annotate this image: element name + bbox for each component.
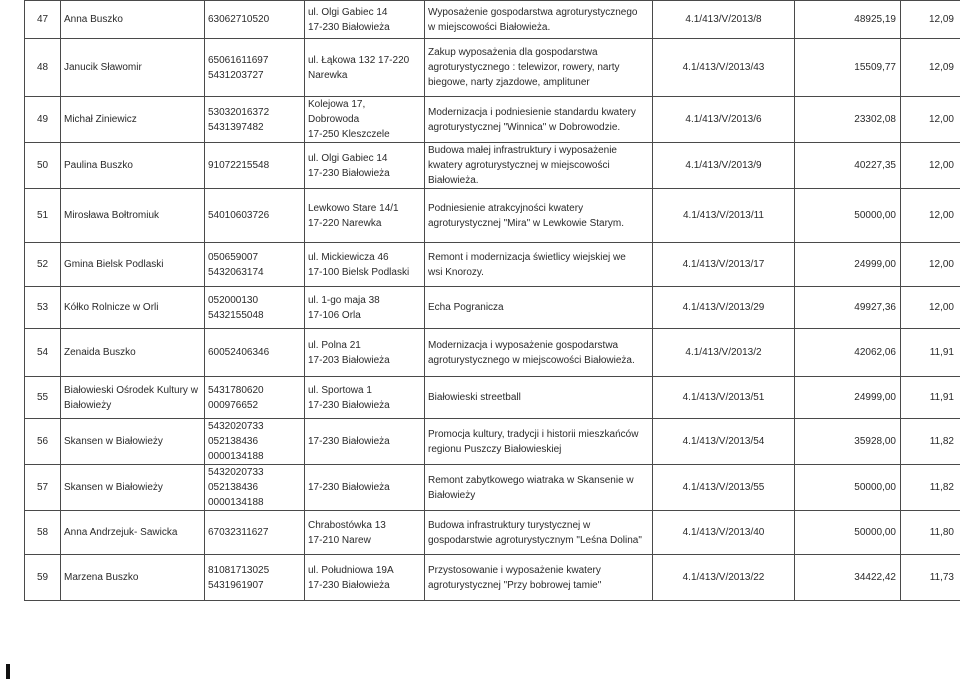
beneficiaries-table [24, 0, 960, 601]
project-title-line: Białowieży [428, 489, 476, 501]
score-cell: 11,80 [901, 511, 960, 555]
identifier-numbers-line: 5431397482 [208, 121, 264, 133]
contract-number: 4.1/413/V/2013/2 [653, 329, 795, 377]
beneficiary-name-line: Białowieży [64, 399, 112, 411]
identifier-numbers-line: 5432155048 [208, 309, 264, 321]
beneficiary-name [61, 511, 205, 555]
identifier-numbers [205, 377, 305, 419]
project-title-line: Remont i modernizacja świetlicy wiejskiej we [428, 251, 626, 263]
row-number: 52 [25, 243, 61, 287]
project-title [425, 1, 653, 39]
project-title-line: Zakup wyposażenia dla gospodarstwa [428, 47, 598, 58]
project-title-line: w miejscowości Białowieża. [428, 21, 551, 33]
beneficiary-name-line: Zenaida Buszko [64, 347, 136, 358]
identifier-numbers-line: 0000134188 [208, 451, 264, 462]
amount-cell: 49927,36 [795, 287, 901, 329]
identifier-numbers-line: 63062710520 [208, 14, 270, 25]
score-cell: 12,00 [901, 97, 960, 143]
identifier-numbers [205, 1, 305, 39]
project-title-line: Remont zabytkowego wiatraka w Skansenie w [428, 474, 634, 486]
table-row [25, 1, 960, 39]
score-cell: 11,73 [901, 555, 960, 601]
project-title-line: Budowa małej infrastruktury i wyposażenie [428, 145, 617, 156]
row-number: 53 [25, 287, 61, 329]
amount-cell: 23302,08 [795, 97, 901, 143]
beneficiary-name [61, 465, 205, 511]
identifier-numbers [205, 287, 305, 329]
beneficiary-name-line: Białowieski Ośrodek Kultury w [64, 384, 198, 396]
amount-cell: 50000,00 [795, 189, 901, 243]
project-title-line: regionu Puszczy Białowieskiej [428, 443, 562, 455]
address-cell-line: ul. Mickiewicza 46 [308, 251, 389, 263]
project-title-line: Białowieski streetball [428, 392, 521, 403]
amount-cell: 24999,00 [795, 243, 901, 287]
table-row [25, 243, 960, 287]
address-cell [305, 329, 425, 377]
identifier-numbers-line: 53032016372 [208, 106, 270, 118]
identifier-numbers-line: 5431203727 [208, 69, 264, 81]
identifier-numbers-line: 65061611697 [208, 54, 269, 66]
beneficiary-name-line: Kółko Rolnicze w Orli [64, 302, 159, 313]
identifier-numbers-line: 5432020733 [208, 421, 264, 432]
row-number: 54 [25, 329, 61, 377]
contract-number: 4.1/413/V/2013/54 [653, 419, 795, 465]
identifier-numbers [205, 97, 305, 143]
contract-number: 4.1/413/V/2013/40 [653, 511, 795, 555]
project-title-line: agroturystycznej "Przy bobrowej tamie" [428, 579, 602, 591]
address-cell-line: Lewkowo Stare 14/1 [308, 202, 399, 214]
address-cell-line: 17-230 Białowieża [308, 399, 390, 411]
score-cell: 12,09 [901, 1, 960, 39]
score-cell: 12,09 [901, 39, 960, 97]
row-number: 56 [25, 419, 61, 465]
beneficiary-name [61, 39, 205, 97]
identifier-numbers [205, 329, 305, 377]
score-cell: 11,91 [901, 377, 960, 419]
identifier-numbers-line: 0000134188 [208, 497, 264, 508]
project-title-line: agroturystycznego : telewizor, rowery, narty [428, 62, 620, 73]
identifier-numbers [205, 39, 305, 97]
project-title-line: kwatery agroturystycznej w miejscowości [428, 160, 610, 171]
table-row [25, 377, 960, 419]
address-cell-line: 17-230 Białowieża [308, 436, 390, 447]
score-cell: 11,91 [901, 329, 960, 377]
identifier-numbers-line: 000976652 [208, 399, 259, 411]
table-row [25, 419, 960, 465]
address-cell-line: ul. 1-go maja 38 [308, 294, 380, 306]
score-cell: 11,82 [901, 465, 960, 511]
address-cell-line: Dobrowoda [308, 114, 360, 125]
identifier-numbers [205, 511, 305, 555]
contract-number: 4.1/413/V/2013/17 [653, 243, 795, 287]
row-number: 57 [25, 465, 61, 511]
table-row [25, 329, 960, 377]
address-cell-line: ul. Polna 21 [308, 339, 361, 351]
identifier-numbers-line: 5431961907 [208, 579, 264, 591]
beneficiary-name-line: Anna Buszko [64, 14, 123, 25]
row-number: 50 [25, 143, 61, 189]
contract-number: 4.1/413/V/2013/8 [653, 1, 795, 39]
identifier-numbers-line: 052000130 [208, 294, 259, 306]
address-cell-line: ul. Południowa 19A [308, 564, 394, 576]
row-number: 59 [25, 555, 61, 601]
table-row [25, 555, 960, 601]
contract-number: 4.1/413/V/2013/29 [653, 287, 795, 329]
address-cell-line: 17-100 Bielsk Podlaski [308, 266, 410, 278]
identifier-numbers [205, 555, 305, 601]
address-cell-line: ul. Łąkowa 132 17-220 [308, 54, 410, 66]
beneficiary-name [61, 377, 205, 419]
identifier-numbers-line: 5432063174 [208, 266, 264, 278]
address-cell [305, 511, 425, 555]
address-cell-line: 17-230 Białowieża [308, 482, 390, 493]
identifier-numbers-line: 60052406346 [208, 347, 270, 358]
project-title-line: gospodarstwie agroturystycznym "Leśna Dolina" [428, 534, 642, 546]
beneficiary-name [61, 189, 205, 243]
beneficiary-name-line: Skansen w Białowieży [64, 436, 163, 447]
score-cell: 12,00 [901, 243, 960, 287]
beneficiary-name [61, 555, 205, 601]
project-title-line: wsi Knorozy. [428, 266, 484, 278]
amount-cell: 42062,06 [795, 329, 901, 377]
project-title-line: agroturystycznego w miejscowości Białowieża. [428, 354, 635, 366]
contract-number: 4.1/413/V/2013/22 [653, 555, 795, 601]
beneficiary-name [61, 419, 205, 465]
address-cell [305, 189, 425, 243]
address-cell-line: 17-230 Białowieża [308, 579, 390, 591]
project-title [425, 419, 653, 465]
address-cell-line: ul. Olgi Gabiec 14 [308, 152, 388, 164]
table-body [25, 1, 960, 601]
project-title [425, 555, 653, 601]
identifier-numbers-line: 5431780620 [208, 384, 264, 396]
contract-number: 4.1/413/V/2013/9 [653, 143, 795, 189]
beneficiary-name-line: Janucik Sławomir [64, 62, 142, 73]
project-title-line: agroturystycznej "Mira" w Lewkowie Starym. [428, 217, 625, 229]
identifier-numbers-line: 052138436 [208, 482, 259, 493]
address-cell-line: Chrabostówka 13 [308, 519, 386, 531]
identifier-numbers [205, 243, 305, 287]
address-cell-line: ul. Olgi Gabiec 14 [308, 6, 388, 18]
project-title-line: Echa Pogranicza [428, 302, 504, 313]
address-cell-line: 17-230 Białowieża [308, 167, 390, 179]
contract-number: 4.1/413/V/2013/6 [653, 97, 795, 143]
table-row [25, 189, 960, 243]
address-cell [305, 143, 425, 189]
project-title [425, 329, 653, 377]
row-number: 48 [25, 39, 61, 97]
identifier-numbers-line: 91072215548 [208, 160, 270, 171]
address-cell-line: 17-203 Białowieża [308, 354, 390, 366]
project-title [425, 97, 653, 143]
address-cell-line: Kolejowa 17, [308, 99, 366, 110]
table-row [25, 511, 960, 555]
address-cell [305, 287, 425, 329]
amount-cell: 50000,00 [795, 511, 901, 555]
table-row [25, 287, 960, 329]
amount-cell: 15509,77 [795, 39, 901, 97]
identifier-numbers-line: 54010603726 [208, 210, 270, 221]
address-cell [305, 1, 425, 39]
address-cell-line: 17-210 Narew [308, 534, 371, 546]
project-title-line: Białowieża. [428, 175, 479, 186]
amount-cell: 48925,19 [795, 1, 901, 39]
contract-number: 4.1/413/V/2013/51 [653, 377, 795, 419]
address-cell [305, 377, 425, 419]
identifier-numbers [205, 143, 305, 189]
beneficiary-name [61, 1, 205, 39]
address-cell-line: 17-220 Narewka [308, 217, 382, 229]
address-cell [305, 555, 425, 601]
address-cell-line: ul. Sportowa 1 [308, 384, 372, 396]
amount-cell: 35928,00 [795, 419, 901, 465]
address-cell-line: 17-106 Orla [308, 309, 361, 321]
beneficiary-name-line: Anna Andrzejuk- Sawicka [64, 527, 178, 538]
project-title-line: Wyposażenie gospodarstwa agroturystycznego [428, 6, 638, 18]
amount-cell: 50000,00 [795, 465, 901, 511]
identifier-numbers [205, 419, 305, 465]
beneficiary-name-line: Michał Ziniewicz [64, 114, 137, 125]
address-cell-line: 17-250 Kleszczele [308, 129, 390, 140]
row-number: 51 [25, 189, 61, 243]
project-title-line: biegowe, narty zjazdowe, amplituner [428, 77, 590, 88]
beneficiary-name-line: Skansen w Białowieży [64, 482, 163, 493]
score-cell: 12,00 [901, 189, 960, 243]
row-number: 58 [25, 511, 61, 555]
identifier-numbers-line: 81081713025 [208, 564, 270, 576]
project-title-line: Budowa infrastruktury turystycznej w [428, 519, 591, 531]
table-row [25, 39, 960, 97]
project-title-line: Przystosowanie i wyposażenie kwatery [428, 564, 601, 576]
beneficiary-name-line: Mirosława Bołtromiuk [64, 210, 160, 221]
identifier-numbers-line: 050659007 [208, 251, 259, 263]
project-title [425, 287, 653, 329]
project-title [425, 511, 653, 555]
score-cell: 11,82 [901, 419, 960, 465]
address-cell [305, 419, 425, 465]
address-cell [305, 97, 425, 143]
beneficiary-name [61, 143, 205, 189]
contract-number: 4.1/413/V/2013/55 [653, 465, 795, 511]
row-number: 55 [25, 377, 61, 419]
row-number: 47 [25, 1, 61, 39]
amount-cell: 40227,35 [795, 143, 901, 189]
address-cell-line: 17-230 Białowieża [308, 21, 390, 33]
amount-cell: 24999,00 [795, 377, 901, 419]
project-title-line: agroturystycznej "Winnica" w Dobrowodzie. [428, 121, 621, 133]
project-title [425, 143, 653, 189]
project-title-line: Podniesienie atrakcyjności kwatery [428, 202, 584, 214]
scan-mark [6, 664, 10, 679]
address-cell [305, 243, 425, 287]
contract-number: 4.1/413/V/2013/43 [653, 39, 795, 97]
score-cell: 12,00 [901, 143, 960, 189]
project-title [425, 189, 653, 243]
address-cell [305, 39, 425, 97]
beneficiary-name [61, 329, 205, 377]
table-row [25, 143, 960, 189]
row-number: 49 [25, 97, 61, 143]
beneficiary-name-line: Marzena Buszko [64, 572, 139, 583]
identifier-numbers [205, 189, 305, 243]
beneficiary-name [61, 243, 205, 287]
beneficiary-name [61, 287, 205, 329]
beneficiary-name-line: Gmina Bielsk Podlaski [64, 259, 164, 270]
amount-cell: 34422,42 [795, 555, 901, 601]
score-cell: 12,00 [901, 287, 960, 329]
identifier-numbers-line: 5432020733 [208, 467, 264, 478]
project-title [425, 377, 653, 419]
address-cell-line: Narewka [308, 69, 348, 81]
identifier-numbers [205, 465, 305, 511]
table-row [25, 465, 960, 511]
project-title-line: Modernizacja i podniesienie standardu kwatery [428, 106, 636, 118]
project-title-line: Modernizacja i wyposażenie gospodarstwa [428, 339, 619, 351]
address-cell [305, 465, 425, 511]
identifier-numbers-line: 67032311627 [208, 527, 269, 538]
project-title [425, 465, 653, 511]
table-row [25, 97, 960, 143]
project-title [425, 39, 653, 97]
identifier-numbers-line: 052138436 [208, 436, 259, 447]
contract-number: 4.1/413/V/2013/11 [653, 189, 795, 243]
project-title-line: Promocja kultury, tradycji i historii mieszkańców [428, 428, 639, 440]
beneficiary-name [61, 97, 205, 143]
project-title [425, 243, 653, 287]
beneficiary-name-line: Paulina Buszko [64, 160, 133, 171]
